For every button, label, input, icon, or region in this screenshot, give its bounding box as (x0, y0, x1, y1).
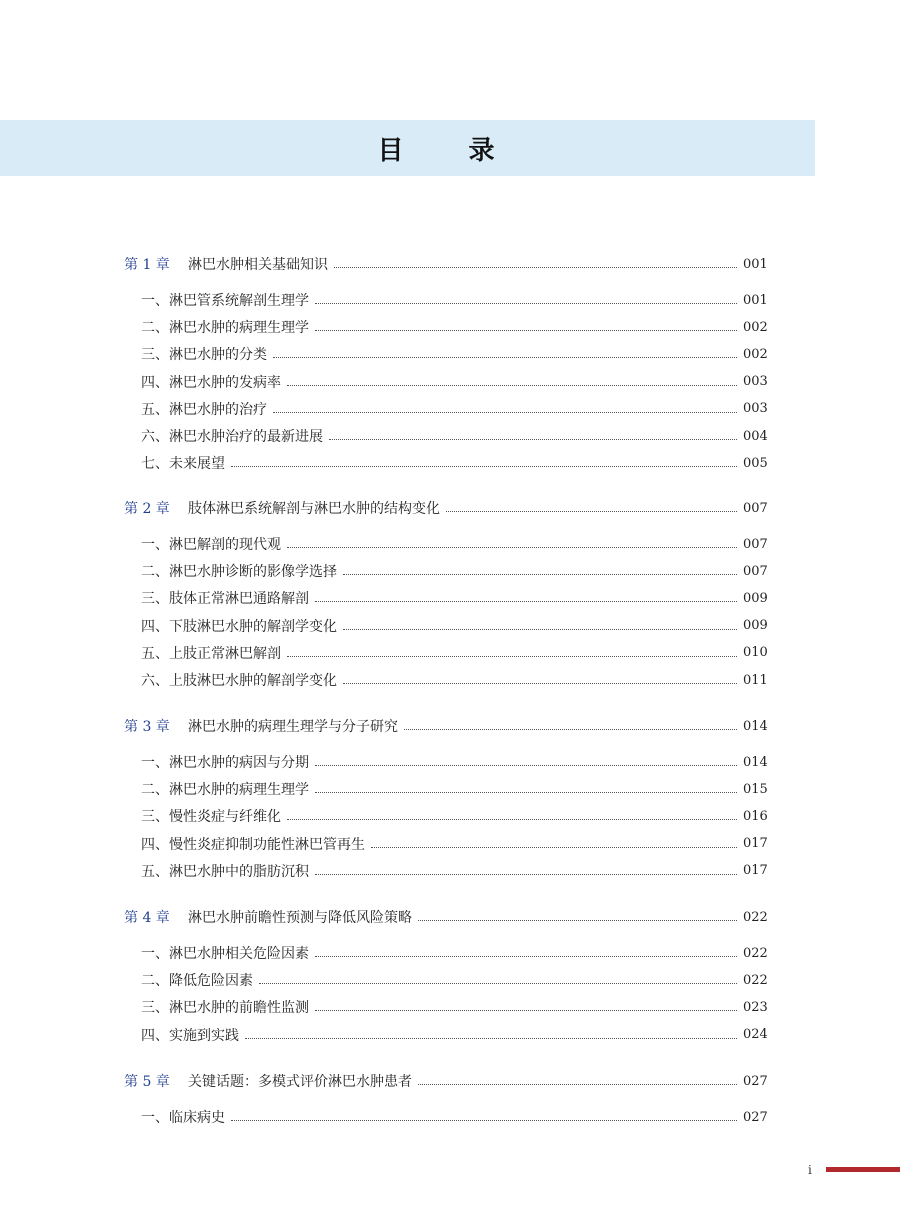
section-page-number: 023 (743, 999, 768, 1015)
section-title: 三、慢性炎症与纤维化 (141, 809, 281, 826)
chapter-page-number: 001 (743, 256, 768, 272)
section-title: 四、慢性炎症抑制功能性淋巴管再生 (141, 836, 365, 853)
dot-leader (231, 465, 737, 467)
chapter-title: 淋巴水肿前瞻性预测与降低风险策略 (188, 910, 412, 926)
dot-leader (418, 919, 737, 921)
chapter-number: 第 1 章 (124, 257, 170, 273)
dot-leader (334, 266, 737, 268)
toc-chapter-entry[interactable] (124, 254, 767, 274)
toc-chapter-entry[interactable] (124, 716, 767, 736)
section-page-number: 003 (743, 374, 768, 390)
dot-leader (273, 356, 737, 358)
section-title: 一、淋巴解剖的现代观 (141, 537, 281, 553)
section-page-number: 009 (743, 590, 768, 606)
toc-section-entry[interactable] (141, 943, 767, 963)
chapter-number: 第 4 章 (124, 910, 170, 926)
section-page-number: 014 (743, 754, 768, 770)
section-title: 三、肢体正常淋巴通路解剖 (141, 591, 309, 608)
section-title: 一、临床病史 (141, 1110, 225, 1126)
section-title: 四、淋巴水肿的发病率 (141, 374, 281, 391)
dot-leader (315, 791, 737, 793)
dot-leader (287, 384, 737, 386)
section-title: 四、下肢淋巴水肿的解剖学变化 (141, 618, 337, 635)
section-title: 三、淋巴水肿的前瞻性监测 (141, 1000, 309, 1017)
section-page-number: 007 (743, 563, 768, 579)
section-page-number: 010 (743, 645, 768, 661)
section-page-number: 024 (743, 1027, 768, 1043)
toc-section-entry[interactable] (141, 453, 767, 473)
section-page-number: 002 (743, 319, 768, 335)
toc-section-entry[interactable] (141, 534, 767, 554)
chapter-number: 第 3 章 (124, 719, 170, 735)
toc-section-entry[interactable] (141, 1107, 767, 1127)
toc-chapter-entry[interactable] (124, 498, 767, 518)
section-page-number: 022 (743, 945, 768, 961)
section-title: 二、降低危险因素 (141, 973, 253, 990)
dot-leader (404, 728, 737, 730)
toc-section-entry[interactable] (141, 344, 767, 364)
section-title: 五、淋巴水肿的治疗 (141, 401, 267, 418)
dot-leader (329, 438, 737, 440)
dot-leader (245, 1037, 737, 1039)
dot-leader (315, 955, 737, 957)
section-title: 二、淋巴水肿的病理生理学 (141, 320, 309, 337)
footer-page-number: i (808, 1163, 812, 1177)
dot-leader (315, 329, 737, 331)
section-title: 二、淋巴水肿诊断的影像学选择 (141, 564, 337, 581)
toc-chapter-entry[interactable] (124, 1071, 767, 1091)
dot-leader (343, 682, 737, 684)
section-page-number: 004 (743, 428, 768, 444)
chapter-page-number: 022 (743, 909, 768, 925)
dot-leader (259, 982, 737, 984)
dot-leader (446, 510, 737, 512)
toc-section-entry[interactable] (141, 970, 767, 990)
dot-leader (315, 1009, 737, 1011)
toc-section-entry[interactable] (141, 588, 767, 608)
chapter-title: 淋巴水肿相关基础知识 (188, 257, 328, 273)
dot-leader (315, 302, 737, 304)
chapter-page-number: 007 (743, 500, 768, 516)
section-page-number: 022 (743, 972, 768, 988)
dot-leader (343, 628, 737, 630)
dot-leader (315, 873, 737, 875)
dot-leader (343, 573, 737, 575)
toc-section-entry[interactable] (141, 834, 767, 854)
chapter-title: 肢体淋巴系统解剖与淋巴水肿的结构变化 (188, 501, 440, 517)
toc-section-entry[interactable] (141, 861, 767, 881)
chapter-page-number: 014 (743, 718, 768, 734)
dot-leader (287, 546, 737, 548)
section-page-number: 015 (743, 781, 768, 797)
dot-leader (231, 1119, 737, 1121)
section-page-number: 027 (743, 1109, 768, 1125)
chapter-page-number: 027 (743, 1073, 768, 1089)
section-page-number: 003 (743, 401, 768, 417)
dot-leader (287, 655, 737, 657)
section-title: 五、上肢正常淋巴解剖 (141, 645, 281, 662)
section-title: 二、淋巴水肿的病理生理学 (141, 782, 309, 799)
footer-accent-bar (826, 1167, 900, 1172)
page-title: 目 录 (377, 136, 523, 166)
section-page-number: 005 (743, 455, 768, 471)
dot-leader (371, 846, 737, 848)
toc-chapter-entry[interactable] (124, 907, 767, 927)
section-title: 六、淋巴水肿治疗的最新进展 (141, 429, 323, 445)
toc-section-entry[interactable] (141, 670, 767, 690)
toc-section-entry[interactable] (141, 806, 767, 826)
toc-section-entry[interactable] (141, 399, 767, 419)
chapter-number: 第 5 章 (124, 1074, 170, 1090)
section-title: 一、淋巴水肿的病因与分期 (141, 755, 309, 771)
toc-section-entry[interactable] (141, 643, 767, 663)
toc-section-entry[interactable] (141, 1025, 767, 1045)
toc-section-entry[interactable] (141, 779, 767, 799)
section-page-number: 017 (743, 836, 768, 852)
chapter-title: 淋巴水肿的病理生理学与分子研究 (188, 719, 398, 735)
section-page-number: 007 (743, 536, 768, 552)
section-page-number: 002 (743, 346, 768, 362)
toc-section-entry[interactable] (141, 290, 767, 310)
toc-section-entry[interactable] (141, 752, 767, 772)
section-title: 五、淋巴水肿中的脂肪沉积 (141, 863, 309, 880)
chapter-number: 第 2 章 (124, 501, 170, 517)
dot-leader (287, 818, 737, 820)
section-page-number: 011 (743, 672, 768, 688)
section-title: 一、淋巴水肿相关危险因素 (141, 946, 309, 962)
section-page-number: 016 (743, 808, 768, 824)
toc-section-entry[interactable] (141, 997, 767, 1017)
chapter-title: 关键话题：多模式评价淋巴水肿患者 (188, 1074, 412, 1090)
dot-leader (418, 1083, 737, 1085)
section-title: 六、上肢淋巴水肿的解剖学变化 (141, 673, 337, 689)
toc-section-entry[interactable] (141, 372, 767, 392)
section-title: 一、淋巴管系统解剖生理学 (141, 293, 309, 309)
section-page-number: 009 (743, 618, 768, 634)
toc-section-entry[interactable] (141, 317, 767, 337)
dot-leader (273, 411, 737, 413)
toc-section-entry[interactable] (141, 616, 767, 636)
dot-leader (315, 764, 737, 766)
toc-section-entry[interactable] (141, 561, 767, 581)
section-title: 七、未来展望 (141, 456, 225, 473)
section-page-number: 001 (743, 292, 768, 308)
dot-leader (315, 600, 737, 602)
toc-section-entry[interactable] (141, 426, 767, 446)
section-title: 三、淋巴水肿的分类 (141, 347, 267, 364)
section-page-number: 017 (743, 863, 768, 879)
section-title: 四、实施到实践 (141, 1027, 239, 1044)
